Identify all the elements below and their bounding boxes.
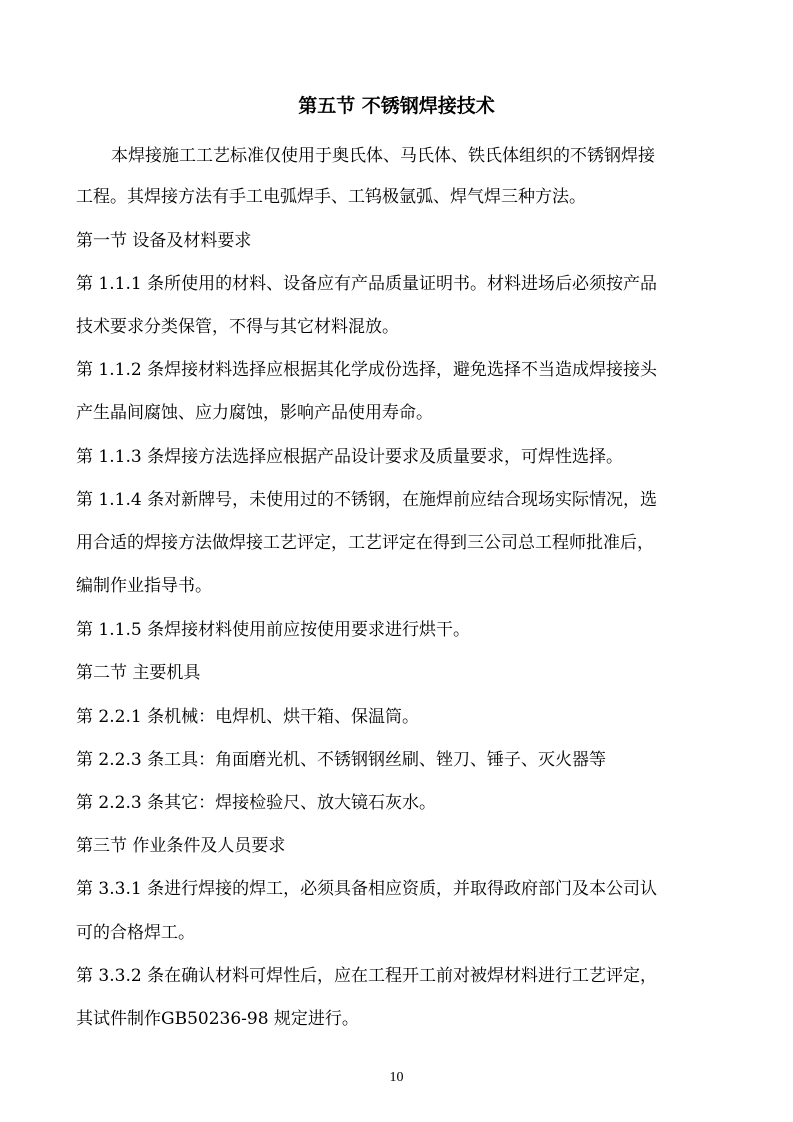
clause-1-1-4-line-2: 用合适的焊接方法做焊接工艺评定，工艺评定在得到三公司总工程师批准后， xyxy=(76,533,654,553)
section-heading-1: 第一节 设备及材料要求 xyxy=(76,231,252,251)
clause-2-2-1-line-1: 第 2.2.1 条机械：电焊机、烘干箱、保温筒。 xyxy=(76,707,420,727)
clause-1-1-2-line-2: 产生晶间腐蚀、应力腐蚀，影响产品使用寿命。 xyxy=(76,403,433,423)
section-heading-3: 第三节 作业条件及人员要求 xyxy=(76,836,286,856)
clause-3-3-2-line-1: 第 3.3.2 条在确认材料可焊性后，应在工程开工前对被焊材料进行工艺评定， xyxy=(76,966,658,986)
intro-line-2: 工程。其焊接方法有手工电弧焊手、工钨极氩弧、焊气焊三种方法。 xyxy=(76,187,586,207)
clause-1-1-1-line-1: 第 1.1.1 条所使用的材料、设备应有产品质量证明书。材料进场后必须按产品 xyxy=(76,274,658,294)
clause-1-1-4-line-1: 第 1.1.4 条对新牌号，未使用过的不锈钢，在施焊前应结合现场实际情况，选 xyxy=(76,490,658,510)
page-title: 第五节 不锈钢焊接技术 xyxy=(298,95,495,117)
clause-1-1-2-line-1: 第 1.1.2 条焊接材料选择应根据其化学成份选择，避免选择不当造成焊接接头 xyxy=(76,360,658,380)
clause-3-3-2-line-2: 其试件制作GB50236-98 规定进行。 xyxy=(76,1009,359,1029)
clause-2-2-3-tools-line-1: 第 2.2.3 条工具：角面磨光机、不锈钢钢丝刷、锉刀、锤子、灭火器等 xyxy=(76,750,607,770)
clause-1-1-1-line-2: 技术要求分类保管，不得与其它材料混放。 xyxy=(76,317,399,337)
clause-3-3-1-line-1: 第 3.3.1 条进行焊接的焊工，必须具备相应资质，并取得政府部门及本公司认 xyxy=(76,879,658,899)
clause-3-3-1-line-2: 可的合格焊工。 xyxy=(76,923,195,943)
clause-1-1-4-line-3: 编制作业指导书。 xyxy=(76,576,212,596)
clause-2-2-3-other-line-1: 第 2.2.3 条其它：焊接检验尺、放大镜石灰水。 xyxy=(76,793,437,813)
intro-line-1: 本焊接施工工艺标准仅使用于奥氏体、马氏体、铁氏体组织的不锈钢焊接 xyxy=(111,146,655,166)
section-heading-2: 第二节 主要机具 xyxy=(76,663,201,683)
page-number: 10 xyxy=(389,1070,404,1085)
clause-1-1-3-line-1: 第 1.1.3 条焊接方法选择应根据产品设计要求及质量要求，可焊性选择。 xyxy=(76,447,624,467)
clause-1-1-5-line-1: 第 1.1.5 条焊接材料使用前应按使用要求进行烘干。 xyxy=(76,620,471,640)
